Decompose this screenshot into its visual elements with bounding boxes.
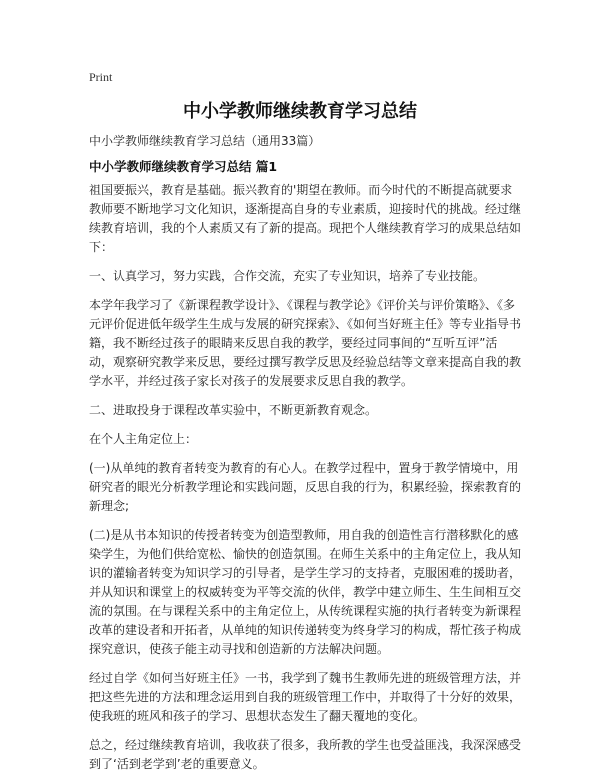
paragraph: 二、进取投身于课程改革实验中，不断更新教育观念。	[89, 403, 378, 417]
page-title: 中小学教师继续教育学习总结	[183, 101, 417, 122]
document-subtitle: 中小学教师继续教育学习总结（通用33篇）	[89, 134, 321, 148]
paragraph: 一、认真学习，努力实践，合作交流，充实了专业知识，培养了专业技能。	[89, 269, 486, 283]
print-link[interactable]: Print	[89, 70, 113, 84]
paragraph: 经过自学《如何当好班主任》一书，我学到了魏书生教师先进的班级管理方法，并把这些先进的方法和理念运用到自我的班级管理工作中，并取得了十分好的效果，使我班的班风和孩子的学习、思想状态发生了翻天覆地的变化。	[89, 671, 522, 723]
article-body	[89, 181, 521, 784]
paragraph: (一)从单纯的教育者转变为教育的有心人。在教学过程中，置身于教学情境中，用研究者的眼光分析教学理论和实践问题，反思自我的行为，积累经验，探索教育的新理念;	[89, 461, 522, 513]
paragraph: (二)是从书本知识的传授者转变为创造型教师，用自我的创造性言行潜移默化的感染学生，为他们供给宽松、愉快的创造氛围。在师生关系中的主角定位上，我从知识的灌输者转变为知识学习的引导者，是学生学习的支持者，克服困难的援助者，并从知识和课堂上的权威转变为平等交流的伙伴，教学中建立师生、生生间相互交流的氛围。在与课程关系中的主角定位上，从传统课程实施的执行者转变为新课程改革的建设者和开拓者，从单纯的知识传递转变为终身学习的构成，帮忙孩子构成探究意识，使孩子能主动寻找和创造新的方法解决问题。	[89, 528, 522, 656]
paragraph: 本学年我学习了《新课程教学设计》、《课程与教学论》《评价关与评价策略》、《多元评价促进低年级学生生成与发展的研究探索》、《如何当好班主任》等专业指导书籍，我不断经过孩子的眼睛来反思自我的教学，要经过同事间的“互听互评”活动，观察研究教学来反思，要经过撰写教学反思及经验总结等文章来提高自我的教学水平，并经过孩子家长对孩子的发展要求反思自我的教学。	[89, 298, 522, 388]
paragraph: 在个人主角定位上：	[89, 432, 198, 446]
paragraph: 总之，经过继续教育培训，我收获了很多，我所教的学生也受益匪浅，我深深感受到了‘活到老学到’老的重要意义。	[89, 738, 522, 771]
section-heading: 中小学教师继续教育学习总结 篇1	[89, 159, 278, 174]
paragraph: 祖国要振兴，教育是基础。振兴教育的'期望在教师。而今时代的不断提高就要求教师要不断地学习文化知识，逐渐提高自身的专业素质，迎接时代的挑战。经过继续教育培训，我的个人素质又有了新的提高。现把个人继续教育学习的成果总结如下：	[89, 183, 522, 254]
